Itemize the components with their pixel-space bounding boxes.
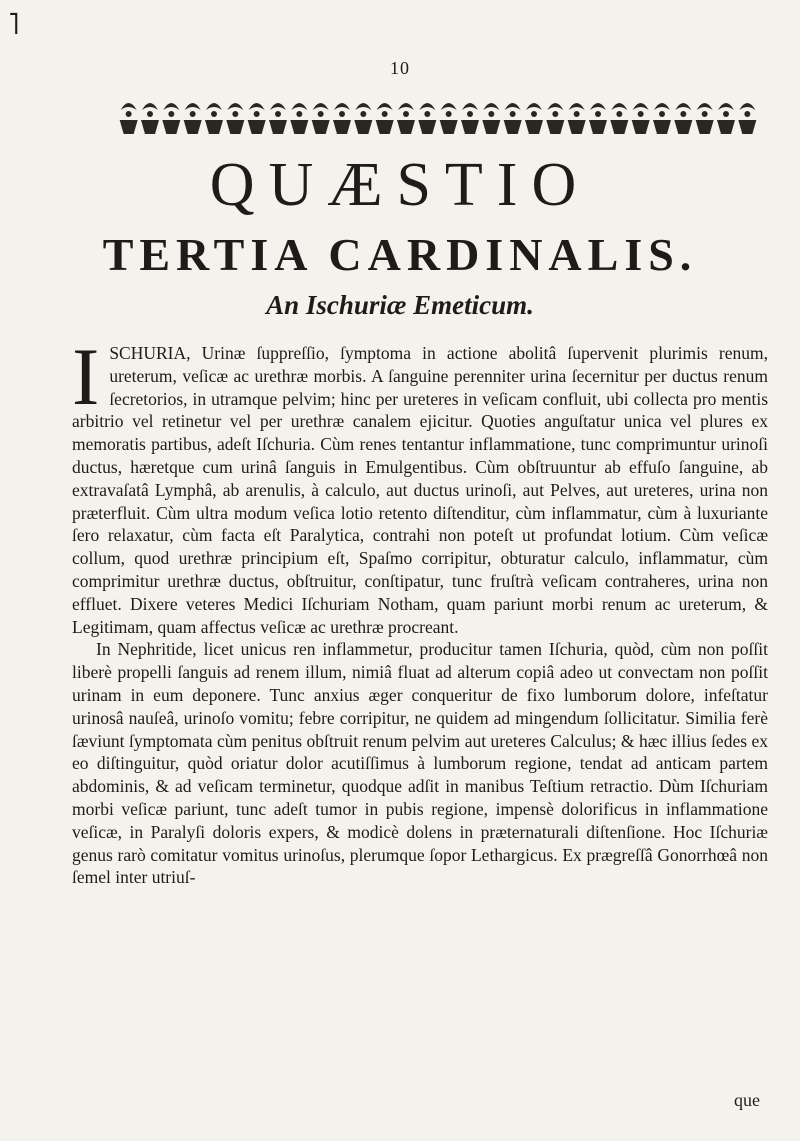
ornament-leaf — [291, 103, 307, 110]
ornament-base — [205, 120, 223, 134]
drop-cap: I — [72, 331, 100, 422]
catchword: que — [734, 1090, 760, 1110]
ornament-dot — [126, 111, 132, 117]
heading-question: An Ischuriæ Emeticum. — [266, 290, 534, 320]
ornament-leaf — [633, 103, 649, 110]
ornament-base — [482, 120, 500, 134]
ornament-dot — [403, 111, 409, 117]
ornament-base — [525, 120, 543, 134]
ornament-leaf — [121, 103, 137, 110]
paragraph-2: In Nephritide, licet unicus ren inflammetur, producitur tamen Iſchuria, quòd, cùm non poſſit liberè propelli ſanguis ad renem illum, nimiâ fluat ad alterum copiâ adeo ut convectam non poſſit urinam in eum deponere. Tunc anxius æger conqueritur de fixo lumborum dolore, infeſtatur urinosâ nauſeâ, urinoſo vomitu; febre corripitur, ne quidem ad mingendum ſollicitatur. Similia ferè ſæviunt ſymptomata cùm penitus obſtruit renum pelvim aut ureteres Calculus; & hæc illius ſedes ex eo diſtinguitur, quòd oriatur dolor acutiſſimus à lumborum regione, tendat ad anticam partem abdominis, & ad veſicam terminetur, quodque adſit in manibus Teſtium retractio. Dùm Iſchuriam morbi veſicæ pariunt, tunc adeſt tumor in pubis regione, impensè dolorificus in inflammatione veſicæ, in Paralyſi doloris expers, & modicè dolens in præternaturali diſtenſione. Hoc Iſchuriæ genus rarò comitatur vomitus urinoſus, plerumque ſopor Lethargicus. Ex prægreſſâ Gonorrhœâ non ſemel inter utriuſ- — [72, 639, 768, 888]
ornament-base — [354, 120, 372, 134]
ornament-dot — [254, 111, 260, 117]
ornament-leaf — [355, 103, 371, 110]
ornament-dot — [275, 111, 281, 117]
ornament-leaf — [334, 103, 350, 110]
ornament-base — [568, 120, 586, 134]
ornament-leaf — [718, 103, 734, 110]
ornament-base — [141, 120, 159, 134]
ornament-leaf — [398, 103, 414, 110]
ornament-base — [376, 120, 394, 134]
ornament-dot — [232, 111, 238, 117]
ornament-dot — [168, 111, 174, 117]
ornament-base — [461, 120, 479, 134]
ornament-dot — [147, 111, 153, 117]
ornament-base — [738, 120, 756, 134]
ornament-leaf — [526, 103, 542, 110]
ornament-base — [120, 120, 138, 134]
paragraph-1-text: SCHURIA, Urinæ ſuppreſſio, ſymptoma in actione abolitâ ſupervenit plurimis renum, ureterum, veſicæ ac urethræ morbis. A ſanguine perenniter urina ſecernitur per ductus renum ſecretorios, in utramque pelvim; hinc per ureteres in veſicam confluit, ubi collecta pro mentis arbitrio vel retinetur vel per urethræ canalem ejicitur. Quoties anguſtatur unica vel plures ex memoratis partibus, adeſt Iſchuria. Cùm renes tentantur inflammatione, tunc comprimuntur urinoſi ductus, hæretque cum urinâ ſanguis in Emulgentibus. Cùm obſtruuntur ab effuſo ſanguine, ab extravaſatâ Lymphâ, ab arenulis, à calculo, aut ductus urinoſi, aut Pelves, aut ureteres, urina non præterfluit. Cùm ultra modum veſica lotio retento diſtenditur, cùm inflammatur, cùm à luxuriante ſero relaxatur, cùm facta eſt Paralytica, contrahi non poteſt ut profundat lotium. Cùm veſicæ collum, quod urethræ principium eſt, Spaſmo corripitur, obturatur calculo, inflammatur, cùm comprimitur urethræ ductus, obſtruitur, conſtipatur, tunc fruſtrà veſicam contraheres, urina non effluet. Dixere veteres Medici Iſchuriam Notham, quam pariunt morbi renum ac ureterum, & Legitimam, quam affectus veſicæ ac urethræ procreant. — [72, 343, 768, 637]
ornament-dot — [659, 111, 665, 117]
ornament-dot — [531, 111, 537, 117]
ornament-dot — [296, 111, 302, 117]
ornament-leaf — [590, 103, 606, 110]
ornament-base — [333, 120, 351, 134]
ornament-leaf — [462, 103, 478, 110]
ornament-base — [653, 120, 671, 134]
ornament-leaf — [569, 103, 585, 110]
ornament-dot — [446, 111, 452, 117]
ornament-leaf — [611, 103, 627, 110]
ornament-dot — [510, 111, 516, 117]
ornament-dot — [638, 111, 644, 117]
ornament-dot — [318, 111, 324, 117]
ornament-dot — [467, 111, 473, 117]
ornament-leaf — [483, 103, 499, 110]
ornament-dot — [616, 111, 622, 117]
ornament-base — [674, 120, 692, 134]
body-text — [72, 331, 768, 889]
ornament-leaf — [142, 103, 158, 110]
ornament-dot — [211, 111, 217, 117]
ornament-leaf — [697, 103, 713, 110]
ornament-leaf — [163, 103, 179, 110]
ornament-leaf — [270, 103, 286, 110]
ornament-leaf — [441, 103, 457, 110]
ornament-dot — [680, 111, 686, 117]
ornament-leaf — [185, 103, 201, 110]
ornament-dot — [702, 111, 708, 117]
ornament-leaf — [654, 103, 670, 110]
ornament-base — [162, 120, 180, 134]
ornament-base — [632, 120, 650, 134]
ornament-dot — [595, 111, 601, 117]
ornament-base — [696, 120, 714, 134]
ornament-base — [440, 120, 458, 134]
ornament-leaf — [505, 103, 521, 110]
floral-ornament-band-icon — [118, 96, 758, 140]
ornament-leaf — [419, 103, 435, 110]
margin-mark-icon: ˥ — [8, 8, 20, 41]
ornament-leaf — [249, 103, 265, 110]
ornament-base — [610, 120, 628, 134]
ornament-base — [418, 120, 436, 134]
ornament-dot — [488, 111, 494, 117]
ornament-leaf — [227, 103, 243, 110]
ornament-base — [269, 120, 287, 134]
ornament-base — [290, 120, 308, 134]
ornament-base — [589, 120, 607, 134]
paragraph-1 — [72, 331, 768, 638]
ornament-leaf — [313, 103, 329, 110]
ornament-leaf — [739, 103, 755, 110]
ornament-base — [184, 120, 202, 134]
heading-quaestio: QUÆSTIO — [209, 151, 591, 219]
ornament-dot — [424, 111, 430, 117]
ornament-leaf — [675, 103, 691, 110]
ornament-base — [546, 120, 564, 134]
ornament-dot — [382, 111, 388, 117]
ornament-leaf — [547, 103, 563, 110]
ornament-dot — [360, 111, 366, 117]
ornament-dot — [744, 111, 750, 117]
ornament-dot — [552, 111, 558, 117]
ornament-dot — [339, 111, 345, 117]
ornament-base — [504, 120, 522, 134]
ornament-base — [248, 120, 266, 134]
ornament-dot — [190, 111, 196, 117]
ornament-dot — [723, 111, 729, 117]
ornament-leaf — [206, 103, 222, 110]
ornament-base — [312, 120, 330, 134]
ornament-base — [397, 120, 415, 134]
ornament-base — [226, 120, 244, 134]
ornament-base — [717, 120, 735, 134]
ornament-dot — [574, 111, 580, 117]
ornament-leaf — [377, 103, 393, 110]
page-number: 10 — [390, 58, 410, 78]
heading-tertia-cardinalis: TERTIA CARDINALIS. — [102, 229, 698, 280]
